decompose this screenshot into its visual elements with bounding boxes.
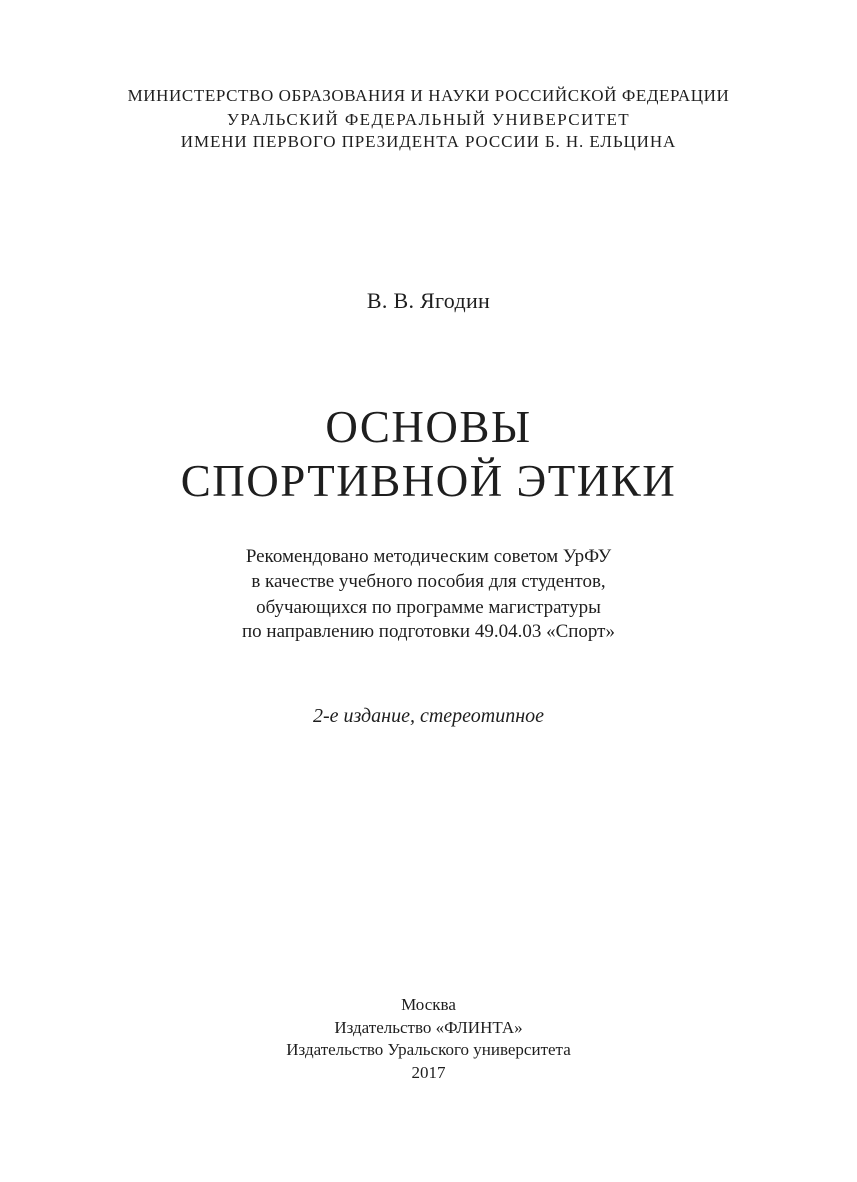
recommendation-line: в качестве учебного пособия для студентов, — [251, 571, 606, 592]
edition-note: 2-е издание, стереотипное — [312, 705, 545, 727]
recommendation-line: по направлению подготовки 49.04.03 «Спорт» — [242, 621, 615, 642]
imprint-publisher: Издательство Уральского университета — [286, 1040, 571, 1059]
imprint-year: 2017 — [411, 1063, 446, 1082]
recommendation-line: Рекомендовано методическим советом УрФУ — [245, 546, 612, 567]
university-name-continued: ИМЕНИ ПЕРВОГО ПРЕЗИДЕНТА РОССИИ Б. Н. ЕЛЬЦИНА — [180, 132, 677, 151]
book-title-line-1: ОСНОВЫ — [325, 402, 532, 452]
imprint-city: Москва — [401, 995, 456, 1014]
recommendation-line: обучающихся по программе магистратуры — [256, 597, 601, 618]
imprint-publisher: Издательство «ФЛИНТА» — [334, 1018, 523, 1037]
university-name: УРАЛЬСКИЙ ФЕДЕРАЛЬНЫЙ УНИВЕРСИТЕТ — [226, 110, 631, 129]
ministry-name: МИНИСТЕРСТВО ОБРАЗОВАНИЯ И НАУКИ РОССИЙСКОЙ ФЕДЕРАЦИИ — [127, 86, 730, 105]
book-title-line-2: СПОРТИВНОЙ ЭТИКИ — [180, 456, 677, 506]
author-name: В. В. Ягодин — [366, 288, 491, 313]
